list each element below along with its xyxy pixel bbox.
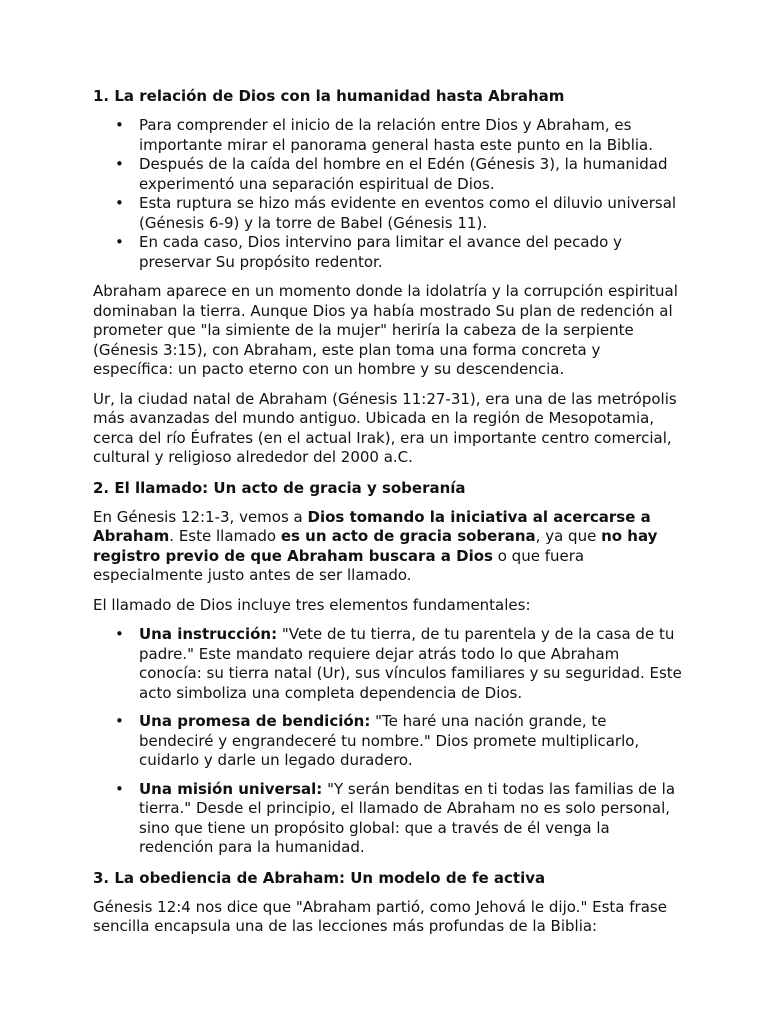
section-3-heading: 3. La obediencia de Abraham: Un modelo de fe activa <box>93 868 546 887</box>
text-run: , ya que <box>535 527 602 545</box>
element-label: Una promesa de bendición: <box>139 712 371 730</box>
list-item: • En cada caso, Dios intervino para limitar el avance del pecado y preservar Su propósito redentor. <box>93 233 683 272</box>
paragraph-ur: Ur, la ciudad natal de Abraham (Génesis 11:27-31), era una de las metrópolis más avanzadas del mundo antiguo. Ubicada en la región de Mesopotamia, cerca del río Éufrates (en el actual Irak), era un importante centro comercial, cultural y religioso alrededor del 2000 a.C. <box>93 389 677 466</box>
section-1-bullet-list <box>93 116 683 272</box>
text-run: . Este llamado <box>169 527 281 545</box>
text-run: En Génesis 12:1-3, vemos a <box>93 507 308 526</box>
bold-run: no hay registro previo de que Abraham buscara a Dios <box>93 527 658 565</box>
element-text: "Te haré una nación grande, te bendeciré y engrandeceré tu nombre." Dios promete multiplicarlo, cuidarlo y darle un legado duradero. <box>139 712 640 769</box>
list-item <box>93 625 683 703</box>
section-2-heading: 2. El llamado: Un acto de gracia y soberanía <box>93 478 466 497</box>
paragraph-abraham-context: Abraham aparece en un momento donde la idolatría y la corrupción espiritual dominaban la tierra. Aunque Dios ya había mostrado Su plan de redención al prometer que "la simiente de la mujer" heriría la cabeza de la serpiente (Génesis 3:15), con Abraham, este plan toma una forma concreta y específica: un pacto eterno con un hombre y su descendencia. <box>93 282 678 378</box>
list-item <box>93 712 683 771</box>
text-run: o que fuera especialmente justo antes de ser llamado. <box>93 546 585 584</box>
document-content <box>93 86 683 947</box>
element-text: "Y serán benditas en ti todas las familias de la tierra." Desde el principio, el llamado de Abraham no es solo personal, sino que tiene un propósito global: que a través de él venga la redención para la humanidad. <box>139 779 676 856</box>
section-1-heading: 1. La relación de Dios con la humanidad hasta Abraham <box>93 87 565 105</box>
element-label: Una instrucción: <box>139 625 278 643</box>
list-item: • Esta ruptura se hizo más evidente en eventos como el diluvio universal (Génesis 6-9) y la torre de Babel (Génesis 11). <box>93 194 683 233</box>
paragraph-llamado-intro <box>93 508 683 586</box>
bold-run: es un acto de gracia soberana <box>280 527 536 545</box>
list-item <box>93 780 683 858</box>
paragraph-elements-intro: El llamado de Dios incluye tres elementos fundamentales: <box>93 595 531 614</box>
element-text: "Vete de tu tierra, de tu parentela y de la casa de tu padre." Este mandato requiere dejar atrás todo lo que Abraham conocía: su tierra natal (Ur), sus vínculos familiares y su seguridad. Este acto simboliza una completa dependencia de Dios. <box>139 625 682 702</box>
section-2-elements-list <box>93 625 683 858</box>
list-item: • Para comprender el inicio de la relación entre Dios y Abraham, es importante mirar el panorama general hasta este punto en la Biblia. <box>93 116 683 155</box>
list-item: • Después de la caída del hombre en el Edén (Génesis 3), la humanidad experimentó una separación espiritual de Dios. <box>93 155 683 194</box>
paragraph-obediencia: Génesis 12:4 nos dice que "Abraham partió, como Jehová le dijo." Esta frase sencilla encapsula una de las lecciones más profundas de la Biblia: <box>93 897 667 935</box>
element-label: Una misión universal: <box>139 779 323 798</box>
bold-run: Dios tomando la iniciativa al acercarse a Abraham <box>93 507 651 545</box>
